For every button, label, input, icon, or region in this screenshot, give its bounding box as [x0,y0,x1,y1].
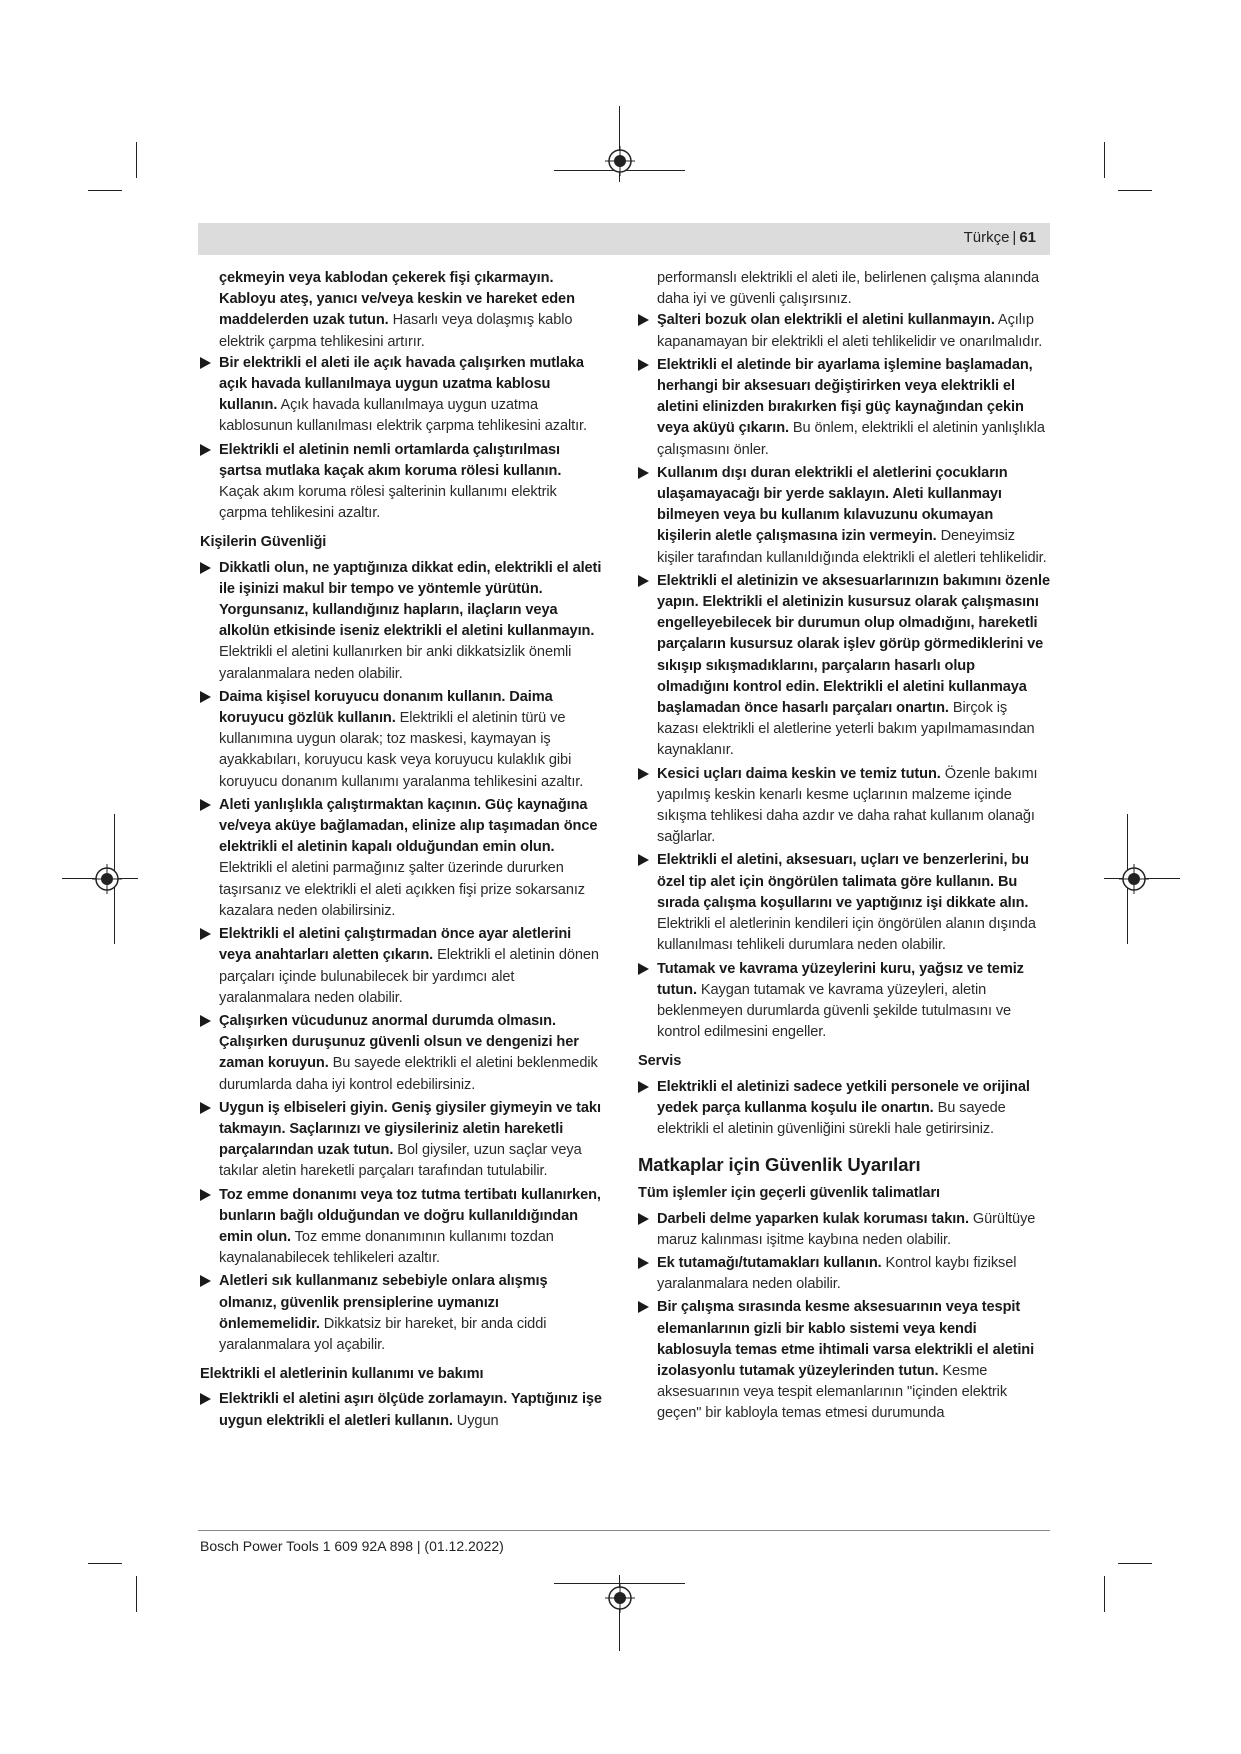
section-heading: Elektrikli el aletlerinin kullanımı ve bakımı [200,1366,484,1383]
list-item: Çalışırken vücudunuz anormal durumda olmasın. Çalışırken duruşunuz güvenli olsun ve dengenizi her zaman koruyun. Bu sayede elektrikli el aletini beklenmedik durumlarda daha iyi kontrol edebilirsiniz. [200,1011,602,1096]
list-item: Dikkatli olun, ne yaptığınıza dikkat edin, elektrikli el aleti ile işinizi makul bir tempo ve yöntemle yürütün. Yorgunsanız, kullandığınız hapların, ilaçların veya alkolün etkisinde iseniz elektrikli el aletini kullanmayın. Elektrikli el aletini kullanırken bir anki dikkatsizlik önemli yaralanmalara neden olabilir. [200,558,602,685]
bullet-triangle-icon [200,1393,211,1405]
page-number: 61 [1019,229,1036,246]
crop-mark [136,142,137,178]
bullet-triangle-icon [200,799,211,811]
bullet-triangle-icon [200,357,211,369]
left-column [200,268,602,1434]
header-language: Türkçe [963,229,1010,246]
bullet-triangle-icon [200,928,211,940]
bullet-triangle-icon [638,963,649,975]
section-heading: Kişilerin Güvenliği [200,534,327,551]
bullet-triangle-icon [200,562,211,574]
list-item: Ek tutamağı/tutamakları kullanın. Kontrol kaybı fiziksel yaralanmalara neden olabilir. [638,1253,1050,1295]
section-heading: Tüm işlemler için geçerli güvenlik talimatları [638,1185,940,1202]
list-item: Elektrikli el aletinizi sadece yetkili personele ve orijinal yedek parça kullanma koşulu ile onartın. Bu sayede elektrikli el aletinin güvenliğini sürekli hale getirirsiniz. [638,1077,1050,1141]
list-item: Kesici uçları daima keskin ve temiz tutun. Özenle bakımı yapılmış keskin kenarlı kesme uçlarının malzeme içinde sıkışma tehlikesi daha azdır ve daha rahat kullanım olanağı sağlarlar. [638,764,1050,849]
registration-target-icon [605,1583,635,1613]
crop-mark [1118,190,1152,191]
list-item: Elektrikli el aletini aşırı ölçüde zorlamayın. Yaptığınız işe uygun elektrikli el aletleri kullanın. Uygun [200,1389,602,1431]
registration-target-icon [605,146,635,176]
registration-target-icon [92,864,122,894]
bullet-triangle-icon [638,575,649,587]
footer-rule [198,1530,1050,1531]
list-item: Aleti yanlışlıkla çalıştırmaktan kaçının. Güç kaynağına ve/veya aküye bağlamadan, elinize alıp taşımadan önce elektrikli el aletinin kapalı olduğundan emin olun. Elektrikli el aletini parmağınız şalter üzerinde dururken taşırsanız ve elektrikli el aleti açıkken fişi prize sokarsanız kazalara neden olabilirsiniz. [200,795,602,922]
bullet-triangle-icon [638,854,649,866]
crop-mark [1104,142,1105,178]
page-header [198,223,1050,255]
header-label [964,229,1036,246]
list-item: Uygun iş elbiseleri giyin. Geniş giysiler giymeyin ve takı takmayın. Saçlarınızı ve giysileriniz aletin hareketli parçalarından uzak tutun. Bol giysiler, uzun saçlar veya takılar aletin hareketli parçaları tarafından tutulabilir. [200,1098,602,1183]
bullet-triangle-icon [638,1213,649,1225]
registration-target-icon [1119,864,1149,894]
bullet-triangle-icon [638,359,649,371]
bullet-triangle-icon [638,1301,649,1313]
list-item: Şalteri bozuk olan elektrikli el aletini kullanmayın. Açılıp kapanamayan bir elektrikli el aleti tehlikelidir ve onarılmalıdır. [638,310,1050,352]
list-item: Elektrikli el aletinizin ve aksesuarlarınızın bakımını özenle yapın. Elektrikli el aletinizin kusursuz olarak çalışmasını engelleyebilecek bir durumun olup olmadığını, hareketli parçaların kusursuz olarak işlev görüp görmediklerini ve sıkışıp sıkışmadıklarını, parçaların hasarlı olup olmadığını kontrol edin. Elektrikli el aletini kullanmaya başlamadan önce hasarlı parçaları onartın. Birçok iş kazası elektrikli el aletlerine yeterli bakım yapılmamasından kaynaklanır. [638,571,1050,762]
crop-mark [136,1576,137,1612]
list-item: Darbeli delme yaparken kulak koruması takın. Gürültüye maruz kalınması işitme kaybına neden olabilir. [638,1209,1050,1251]
list-item: Kullanım dışı duran elektrikli el aletlerini çocukların ulaşamayacağı bir yerde saklayın. Aleti kullanmayı bilmeyen veya bu kullanım kılavuzunu okumayan kişilerin aletle çalışmasına izin vermeyin. Deneyimsiz kişiler tarafından kullanıldığında elektrikli el aletleri tehlikelidir. [638,463,1050,569]
right-column [638,268,1050,1427]
list-item: Tutamak ve kavrama yüzeylerini kuru, yağsız ve temiz tutun. Kaygan tutamak ve kavrama yüzeyleri, aletin beklenmeyen durumlarda güvenli şekilde tutulmasını ve kontrol edilmesini engeller. [638,959,1050,1044]
bullet-triangle-icon [200,1102,211,1114]
bullet-triangle-icon [200,691,211,703]
bullet-triangle-icon [638,467,649,479]
bullet-triangle-icon [200,1015,211,1027]
continued-text: performanslı elektrikli el aleti ile, belirlenen çalışma alanında daha iyi ve güvenli çalışırsınız. [657,270,1040,308]
list-item: Daima kişisel koruyucu donanım kullanın. Daima koruyucu gözlük kullanın. Elektrikli el aletinin türü ve kullanımına uygun olarak; toz maskesi, kaymayan iş ayakkabıları, koruyucu kask veya koruyucu kulaklık gibi koruyucu donanım kullanımı yaralanma tehlikesini azaltır. [200,687,602,793]
crop-mark [1118,1563,1152,1564]
bullet-triangle-icon [200,1189,211,1201]
header-separator: | [1012,229,1017,246]
crop-mark [88,1563,122,1564]
list-item: Toz emme donanımı veya toz tutma tertibatı kullanırken, bunların bağlı olduğundan ve doğru kullanıldığından emin olun. Toz emme donanımının kullanımı tozdan kaynalanabilecek tehlikeleri azaltır. [200,1185,602,1270]
bullet-triangle-icon [638,1257,649,1269]
crop-mark [1104,1576,1105,1612]
section-title: Matkaplar için Güvenlik Uyarıları [638,1154,921,1176]
list-item: Elektrikli el aletini, aksesuarı, uçları ve benzerlerini, bu özel tip alet için öngörülen talimata göre kullanın. Bu sırada çalışma koşullarını ve yaptığınız işi dikkate alın. Elektrikli el aletlerinin kendileri için öngörülen alanın dışında kullanılması tehlikeli durumlara neden olabilir. [638,850,1050,956]
list-item: Elektrikli el aletini çalıştırmadan önce ayar aletlerini veya anahtarları aletten çıkarın. Elektrikli el aletinin dönen parçaları içinde bulunabilecek bir yardımcı alet yaralanmalara neden olabilir. [200,924,602,1009]
list-item: Elektrikli el aletinin nemli ortamlarda çalıştırılması şartsa mutlaka kaçak akım koruma rölesi kullanın. Kaçak akım koruma rölesi şalterinin kullanımı elektrik çarpma tehlikesini azaltır. [200,440,602,525]
bullet-triangle-icon [638,314,649,326]
crop-mark [88,190,122,191]
list-item: Aletleri sık kullanmanız sebebiyle onlara alışmış olmanız, güvenlik prensiplerine uymanızı önlememelidir. Dikkatsiz bir hareket, bir anda ciddi yaralanmalara yol açabilir. [200,1271,602,1356]
list-item: Elektrikli el aletinde bir ayarlama işlemine başlamadan, herhangi bir aksesuarı değiştirirken veya elektrikli el aletini elinizden bırakırken fişi güç kaynağından çekin veya aküyü çıkarın. Bu önlem, elektrikli el aletinin yanlışlıkla çalışmasını önler. [638,355,1050,461]
section-heading: Servis [638,1053,682,1070]
bullet-triangle-icon [200,1275,211,1287]
list-item: Bir elektrikli el aleti ile açık havada çalışırken mutlaka açık havada kullanılmaya uygun uzatma kablosu kullanın. Açık havada kullanılmaya uygun uzatma kablosunun kullanılması elektrik çarpma tehlikesini azaltır. [200,353,602,438]
page-footer: Bosch Power Tools 1 609 92A 898 | (01.12.2022) [200,1538,504,1554]
continued-item: çekmeyin veya kablodan çekerek fişi çıkarmayın. Kabloyu ateş, yanıcı ve/veya keskin ve hareket eden maddelerden uzak tutun. Hasarlı veya dolaşmış kablo elektrik çarpma tehlikesini artırır. [219,270,575,350]
bullet-triangle-icon [638,768,649,780]
list-item: Bir çalışma sırasında kesme aksesuarının veya tespit elemanlarının gizli bir kablo sistemi veya kendi kablosuyla temas etme ihtimali varsa elektrikli el aletini izolasyonlu tutamak yüzeylerinden tutun. Kesme aksesuarının veya tespit elemanlarının "içinden elektrik geçen" bir kabloyla temas etmesi durumunda [638,1297,1050,1424]
bullet-triangle-icon [200,444,211,456]
bullet-triangle-icon [638,1081,649,1093]
